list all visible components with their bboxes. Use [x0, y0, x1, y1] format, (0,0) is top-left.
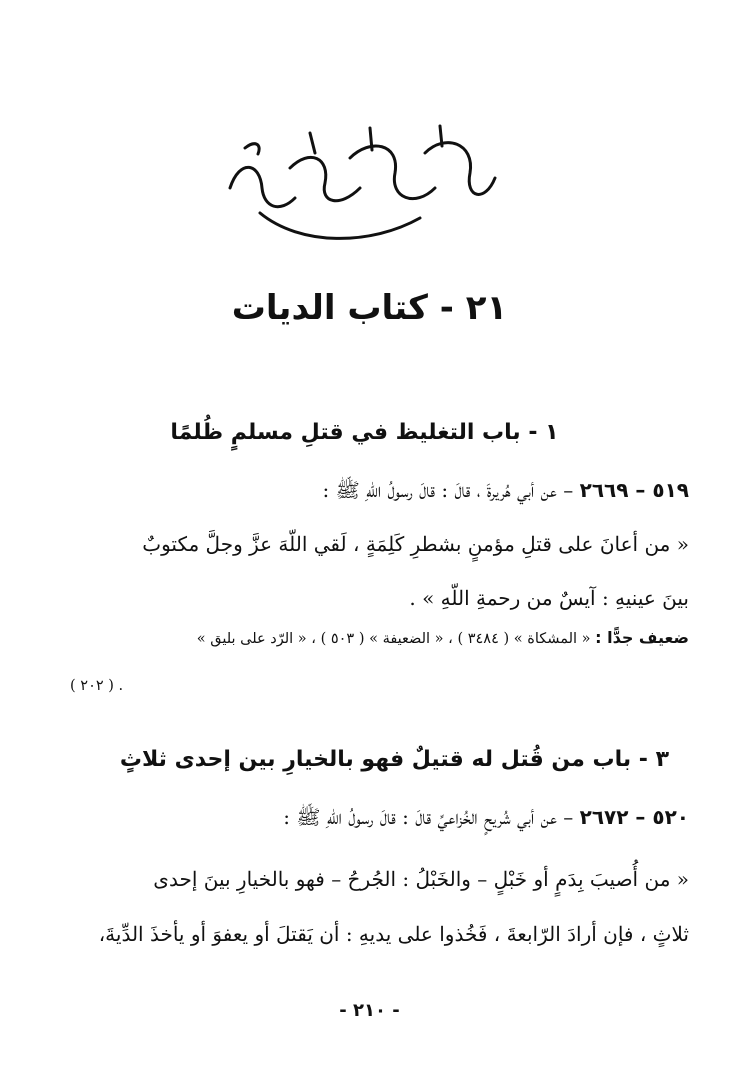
hadith-number: ٥١٩ – ٢٦٦٩: [579, 478, 689, 502]
chapter-heading: ٣ - باب من قُتل له قتيلٌ فهو بالخيارِ بين إحدى ثلاثٍ: [119, 747, 669, 772]
grading-note: [40, 628, 689, 647]
hadith-isnad: [40, 478, 689, 507]
chapter-heading: ١ - باب التغليظ في قتلِ مسلمٍ ظُلمًا: [170, 420, 559, 445]
grading-note-continued: . ( ٢٠٢ ): [70, 678, 124, 694]
isnad-text: – عن أبي هُريرةَ ، قالَ : قالَ رسولُ اللّهِ ﷺ :: [322, 478, 574, 502]
hadith-matn-line: « من أعانَ على قتلِ مؤمنٍ بشطرِ كَلِمَةٍ ، لَقي اللّهَ عزَّ وجلَّ مكتوبٌ: [142, 532, 689, 556]
isnad-text: – عن أبي شُريحٍ الخُزاعيِّ قالَ : قالَ رسولُ اللّهِ ﷺ :: [283, 805, 574, 829]
hadith-matn-line: « من أُصيبَ بِدَمٍ أو خَبْلٍ – والخَبْلُ : الجُرحُ – فهو بالخيارِ بينَ إحدى: [153, 867, 689, 891]
hadith-number: ٥٢٠ – ٢٦٧٢: [579, 805, 689, 829]
hadith-matn-line: ثلاثٍ ، فإن أرادَ الرّابعةَ ، فَخُذوا على يديهِ : أن يَقتلَ أو يعفوَ أو يأخذَ الدِّيةَ،: [98, 922, 689, 946]
basmala-calligraphy-drawing: [200, 118, 510, 246]
basmala-calligraphy: [200, 118, 510, 246]
hadith-matn-line: بينَ عينيهِ : آيسٌ من رحمةِ اللّهِ » .: [409, 586, 689, 610]
book-title: ٢١ - كتاب الديات: [231, 288, 508, 328]
hadith-isnad: [40, 805, 689, 834]
grading-label: ضعيف جدًّا :: [595, 628, 689, 647]
page-number: - ٢١٠ -: [339, 1000, 400, 1021]
grading-text: « المشكاة » ( ٣٤٨٤ ) ، « الضعيفة » ( ٥٠٣ ) ، « الرّد على بليق »: [196, 631, 591, 647]
